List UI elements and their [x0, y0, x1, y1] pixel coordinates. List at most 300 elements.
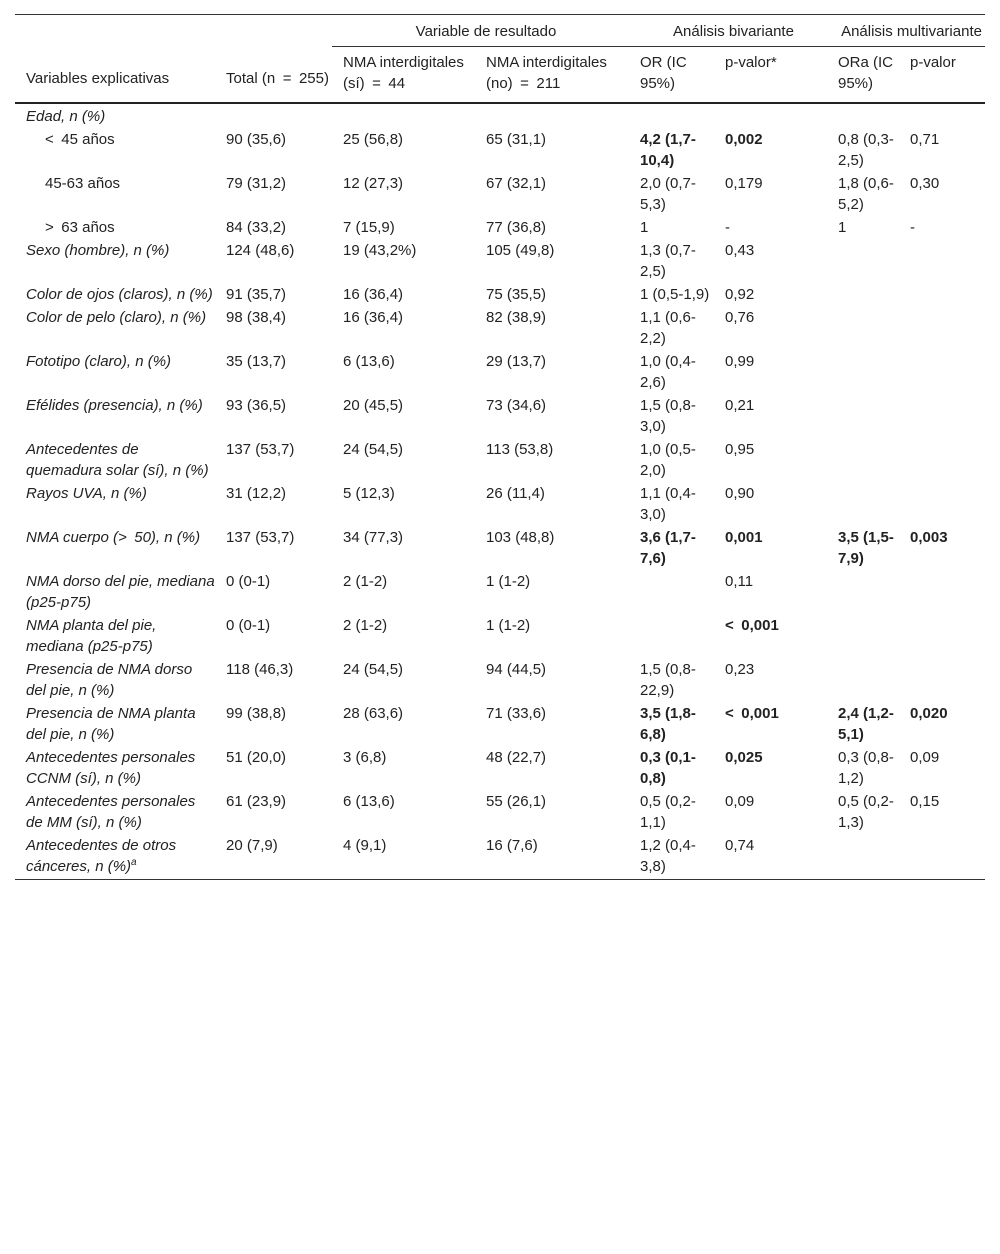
table-row — [15, 527, 985, 571]
cell-text: 1,8 (0,6-5,2) — [838, 175, 894, 213]
cell-ora-ic95 — [827, 483, 899, 527]
cell-p-valor-mult — [899, 307, 985, 351]
cell-total — [215, 129, 332, 173]
cell-text: 2,0 (0,7-5,3) — [640, 175, 696, 213]
cell-text: 48 (22,7) — [486, 749, 547, 766]
cell-text: 65 (31,1) — [486, 131, 547, 148]
header-variable-de-resultado: Variable de resultado — [332, 15, 629, 47]
table-row — [15, 703, 985, 747]
cell-text: 71 (33,6) — [486, 705, 547, 722]
cell-text: 0,09 — [910, 749, 940, 766]
cell-text: 0,025 — [725, 749, 763, 766]
cell-nma-no — [475, 103, 629, 129]
cell-p-valor-mult — [899, 351, 985, 395]
cell-variable — [15, 483, 215, 527]
table-row — [15, 307, 985, 351]
cell-text: Antecedentes personales de MM (sí), n (%) — [26, 793, 196, 831]
cell-p-valor-mult — [899, 240, 985, 284]
cell-text: 0,3 (0,8-1,2) — [838, 749, 894, 787]
cell-text: 90 (35,6) — [226, 131, 287, 148]
cell-text: 1,5 (0,8-22,9) — [640, 661, 696, 699]
cell-p-valor-mult — [899, 395, 985, 439]
cell-text: 73 (34,6) — [486, 397, 547, 414]
cell-text: Presencia de NMA dorso del pie, n (%) — [26, 661, 193, 699]
cell-text: 0,002 — [725, 131, 763, 148]
cell-variable — [15, 835, 215, 880]
cell-ora-ic95 — [827, 217, 899, 240]
cell-text: 1,1 (0,6-2,2) — [640, 309, 696, 347]
cell-total — [215, 527, 332, 571]
cell-total — [215, 747, 332, 791]
header-analisis-bivariante: Análisis bivariante — [629, 15, 827, 47]
cell-text: 6 (13,6) — [343, 793, 395, 810]
cell-p-valor-mult — [899, 217, 985, 240]
cell-ora-ic95 — [827, 835, 899, 880]
cell-p-valor-mult — [899, 103, 985, 129]
cell-ora-ic95 — [827, 351, 899, 395]
cell-p-valor — [714, 173, 827, 217]
cell-text: Color de ojos (claros), n (%) — [26, 286, 213, 303]
cell-text: > 63 años — [45, 219, 115, 236]
cell-text: 91 (35,7) — [226, 286, 287, 303]
cell-variable — [15, 747, 215, 791]
cell-text: NMA dorso del pie, mediana (p25-p75) — [26, 573, 215, 611]
cell-variable — [15, 395, 215, 439]
cell-p-valor — [714, 351, 827, 395]
cell-text: 0,020 — [910, 705, 948, 722]
cell-nma-si — [332, 284, 475, 307]
cell-p-valor-mult — [899, 747, 985, 791]
cell-variable — [15, 703, 215, 747]
cell-text: 20 (45,5) — [343, 397, 404, 414]
cell-p-valor — [714, 659, 827, 703]
cell-variable — [15, 659, 215, 703]
cell-or-ic95 — [629, 571, 714, 615]
cell-ora-ic95 — [827, 659, 899, 703]
cell-total — [215, 217, 332, 240]
cell-text: 1,2 (0,4-3,8) — [640, 837, 696, 875]
cell-text: NMA planta del pie, mediana (p25-p75) — [26, 617, 157, 655]
cell-text: 67 (32,1) — [486, 175, 547, 192]
cell-nma-si — [332, 835, 475, 880]
cell-text: 45-63 años — [45, 175, 121, 192]
cell-p-valor-mult — [899, 129, 985, 173]
cell-variable — [15, 351, 215, 395]
cell-text: Color de pelo (claro), n (%) — [26, 309, 207, 326]
cell-ora-ic95 — [827, 571, 899, 615]
cell-text: 94 (44,5) — [486, 661, 547, 678]
cell-nma-si — [332, 791, 475, 835]
cell-or-ic95 — [629, 103, 714, 129]
cell-or-ic95 — [629, 747, 714, 791]
cell-ora-ic95 — [827, 527, 899, 571]
cell-text: 113 (53,8) — [486, 441, 554, 458]
cell-nma-si — [332, 747, 475, 791]
cell-text: 137 (53,7) — [226, 441, 295, 458]
cell-or-ic95 — [629, 284, 714, 307]
cell-text: 16 (7,6) — [486, 837, 538, 854]
cell-nma-no — [475, 659, 629, 703]
cell-nma-si — [332, 307, 475, 351]
cell-text: 28 (63,6) — [343, 705, 404, 722]
cell-nma-no — [475, 615, 629, 659]
cell-nma-si — [332, 527, 475, 571]
cell-text: - — [725, 219, 730, 236]
cell-text: 26 (11,4) — [486, 485, 545, 502]
cell-total — [215, 483, 332, 527]
cell-nma-no — [475, 483, 629, 527]
table-row — [15, 439, 985, 483]
cell-ora-ic95 — [827, 615, 899, 659]
cell-or-ic95 — [629, 615, 714, 659]
table-row — [15, 240, 985, 284]
cell-ora-ic95 — [827, 284, 899, 307]
cell-p-valor — [714, 129, 827, 173]
cell-text: Efélides (presencia), n (%) — [26, 397, 203, 414]
cell-p-valor-mult — [899, 571, 985, 615]
cell-text: 118 (46,3) — [226, 661, 294, 678]
cell-text: 98 (38,4) — [226, 309, 287, 326]
cell-text: 4 (9,1) — [343, 837, 387, 854]
cell-text: 34 (77,3) — [343, 529, 404, 546]
cell-nma-si — [332, 173, 475, 217]
cell-text: 84 (33,2) — [226, 219, 287, 236]
cell-p-valor — [714, 747, 827, 791]
cell-text: Antecedentes de otros cánceres, n (%) — [26, 837, 177, 875]
cell-text: 77 (36,8) — [486, 219, 547, 236]
cell-total — [215, 351, 332, 395]
cell-p-valor-mult — [899, 284, 985, 307]
cell-total — [215, 703, 332, 747]
cell-text: 16 (36,4) — [343, 286, 404, 303]
cell-text: < 45 años — [45, 131, 115, 148]
cell-p-valor-mult — [899, 173, 985, 217]
cell-ora-ic95 — [827, 103, 899, 129]
table-row — [15, 217, 985, 240]
cell-nma-si — [332, 439, 475, 483]
cell-variable — [15, 439, 215, 483]
cell-text: 20 (7,9) — [226, 837, 278, 854]
cell-text: 79 (31,2) — [226, 175, 287, 192]
cell-nma-no — [475, 307, 629, 351]
cell-p-valor — [714, 791, 827, 835]
cell-nma-si — [332, 659, 475, 703]
cell-or-ic95 — [629, 527, 714, 571]
cell-ora-ic95 — [827, 129, 899, 173]
table-row — [15, 284, 985, 307]
cell-text: 0 (0-1) — [226, 573, 271, 590]
cell-nma-no — [475, 129, 629, 173]
cell-text: 0,71 — [910, 131, 940, 148]
cell-text: 55 (26,1) — [486, 793, 547, 810]
cell-nma-no — [475, 835, 629, 880]
cell-nma-si — [332, 103, 475, 129]
cell-text: 0,3 (0,1-0,8) — [640, 749, 696, 787]
cell-nma-si — [332, 395, 475, 439]
cell-or-ic95 — [629, 791, 714, 835]
cell-text: 24 (54,5) — [343, 441, 404, 458]
cell-variable — [15, 791, 215, 835]
table-row — [15, 483, 985, 527]
cell-ora-ic95 — [827, 240, 899, 284]
results-table-container — [15, 14, 985, 880]
cell-total — [215, 615, 332, 659]
cell-nma-si — [332, 703, 475, 747]
cell-ora-ic95 — [827, 173, 899, 217]
table-row — [15, 173, 985, 217]
cell-p-valor — [714, 615, 827, 659]
header-ora: ORa (IC 95%) — [827, 47, 899, 104]
cell-text: 1,0 (0,4-2,6) — [640, 353, 696, 391]
cell-p-valor-mult — [899, 791, 985, 835]
cell-text: 99 (38,8) — [226, 705, 287, 722]
cell-text: 12 (27,3) — [343, 175, 404, 192]
cell-text: < 0,001 — [725, 705, 779, 722]
cell-text: Edad, n (%) — [26, 108, 106, 125]
header-total: Total (n = 255) — [215, 15, 332, 104]
cell-text: 93 (36,5) — [226, 397, 287, 414]
cell-p-valor — [714, 571, 827, 615]
cell-variable — [15, 307, 215, 351]
cell-or-ic95 — [629, 351, 714, 395]
cell-nma-no — [475, 747, 629, 791]
cell-text: 0,09 — [725, 793, 755, 810]
cell-text: 0,11 — [725, 573, 754, 590]
cell-total — [215, 307, 332, 351]
cell-nma-no — [475, 571, 629, 615]
cell-p-valor-mult — [899, 483, 985, 527]
table-row — [15, 747, 985, 791]
cell-p-valor — [714, 217, 827, 240]
cell-text: 0,23 — [725, 661, 755, 678]
cell-p-valor-mult — [899, 439, 985, 483]
cell-nma-si — [332, 240, 475, 284]
cell-text: 3,6 (1,7-7,6) — [640, 529, 696, 567]
header-p-valor-bivariante: p-valor* — [714, 47, 827, 104]
cell-text: 103 (48,8) — [486, 529, 555, 546]
cell-text: 2 (1-2) — [343, 573, 388, 590]
cell-total — [215, 835, 332, 880]
cell-text: 1,5 (0,8-3,0) — [640, 397, 696, 435]
cell-text: NMA cuerpo (> 50), n (%) — [26, 529, 201, 546]
cell-text: 61 (23,9) — [226, 793, 287, 810]
table-row — [15, 571, 985, 615]
cell-text: 0,43 — [725, 242, 755, 259]
cell-nma-no — [475, 703, 629, 747]
cell-or-ic95 — [629, 307, 714, 351]
header-nma-si: NMA interdigitales (sí) = 44 — [332, 47, 475, 104]
cell-text: 6 (13,6) — [343, 353, 395, 370]
cell-text: 0 (0-1) — [226, 617, 271, 634]
cell-text: 1 (1-2) — [486, 617, 531, 634]
cell-variable — [15, 103, 215, 129]
cell-text: - — [910, 219, 915, 236]
cell-total — [215, 659, 332, 703]
cell-nma-no — [475, 351, 629, 395]
cell-p-valor-mult — [899, 527, 985, 571]
cell-nma-si — [332, 351, 475, 395]
cell-p-valor — [714, 703, 827, 747]
cell-total — [215, 395, 332, 439]
cell-nma-no — [475, 240, 629, 284]
cell-nma-no — [475, 173, 629, 217]
cell-variable — [15, 284, 215, 307]
cell-variable — [15, 217, 215, 240]
cell-ora-ic95 — [827, 747, 899, 791]
cell-text: 0,5 (0,2-1,3) — [838, 793, 894, 831]
cell-text: 16 (36,4) — [343, 309, 404, 326]
cell-or-ic95 — [629, 703, 714, 747]
cell-nma-si — [332, 615, 475, 659]
cell-text: 0,30 — [910, 175, 940, 192]
header-p-valor-multivariante: p-valor — [899, 47, 985, 104]
cell-variable — [15, 571, 215, 615]
cell-text: 0,15 — [910, 793, 940, 810]
cell-or-ic95 — [629, 835, 714, 880]
cell-p-valor-mult — [899, 835, 985, 880]
cell-text: 3,5 (1,5-7,9) — [838, 529, 894, 567]
cell-text: 3,5 (1,8-6,8) — [640, 705, 696, 743]
header-analisis-multivariante: Análisis multivariante — [827, 15, 985, 47]
cell-text: 0,90 — [725, 485, 755, 502]
table-row — [15, 395, 985, 439]
cell-text: 0,92 — [725, 286, 755, 303]
cell-text: 1,1 (0,4-3,0) — [640, 485, 696, 523]
cell-text: 29 (13,7) — [486, 353, 547, 370]
cell-total — [215, 240, 332, 284]
cell-text: 5 (12,3) — [343, 485, 395, 502]
cell-text: 0,5 (0,2-1,1) — [640, 793, 696, 831]
cell-nma-no — [475, 527, 629, 571]
header-nma-no: NMA interdigitales (no) = 211 — [475, 47, 629, 104]
cell-text: 2 (1-2) — [343, 617, 388, 634]
results-table — [15, 14, 985, 880]
cell-or-ic95 — [629, 240, 714, 284]
cell-or-ic95 — [629, 395, 714, 439]
cell-text: Antecedentes personales CCNM (sí), n (%) — [26, 749, 196, 787]
cell-ora-ic95 — [827, 791, 899, 835]
cell-or-ic95 — [629, 439, 714, 483]
cell-nma-si — [332, 217, 475, 240]
cell-text: 25 (56,8) — [343, 131, 404, 148]
cell-p-valor — [714, 284, 827, 307]
table-row — [15, 659, 985, 703]
results-table-body — [15, 103, 985, 880]
cell-ora-ic95 — [827, 307, 899, 351]
table-row — [15, 835, 985, 880]
cell-variable — [15, 240, 215, 284]
cell-or-ic95 — [629, 129, 714, 173]
cell-p-valor — [714, 835, 827, 880]
cell-p-valor — [714, 240, 827, 284]
cell-p-valor — [714, 439, 827, 483]
cell-text: 105 (49,8) — [486, 242, 555, 259]
cell-text: 75 (35,5) — [486, 286, 547, 303]
cell-text: 19 (43,2%) — [343, 242, 417, 259]
cell-p-valor — [714, 307, 827, 351]
cell-total — [215, 173, 332, 217]
cell-nma-si — [332, 571, 475, 615]
cell-p-valor — [714, 103, 827, 129]
cell-p-valor — [714, 483, 827, 527]
cell-text: Rayos UVA, n (%) — [26, 485, 147, 502]
cell-total — [215, 571, 332, 615]
cell-text: 0,99 — [725, 353, 755, 370]
cell-text: 51 (20,0) — [226, 749, 287, 766]
table-row — [15, 615, 985, 659]
table-row — [15, 351, 985, 395]
cell-text: 2,4 (1,2-5,1) — [838, 705, 894, 743]
cell-nma-no — [475, 439, 629, 483]
cell-text: < 0,001 — [725, 617, 779, 634]
cell-total — [215, 791, 332, 835]
cell-text: Antecedentes de quemadura solar (sí), n (%) — [26, 441, 209, 479]
cell-p-valor — [714, 395, 827, 439]
cell-variable — [15, 173, 215, 217]
cell-ora-ic95 — [827, 395, 899, 439]
cell-text: 1 — [640, 219, 649, 236]
cell-nma-si — [332, 129, 475, 173]
cell-p-valor-mult — [899, 659, 985, 703]
header-variables-explicativas: Variables explicativas — [15, 15, 215, 104]
cell-variable — [15, 129, 215, 173]
cell-total — [215, 103, 332, 129]
cell-text: Fototipo (claro), n (%) — [26, 353, 172, 370]
cell-text: 35 (13,7) — [226, 353, 287, 370]
cell-text: 31 (12,2) — [226, 485, 287, 502]
cell-text: 0,179 — [725, 175, 763, 192]
cell-text: 0,003 — [910, 529, 948, 546]
cell-text: Sexo (hombre), n (%) — [26, 242, 170, 259]
cell-text: Presencia de NMA planta del pie, n (%) — [26, 705, 196, 743]
cell-p-valor — [714, 527, 827, 571]
cell-text: 1 (0,5-1,9) — [640, 286, 710, 303]
cell-text: 82 (38,9) — [486, 309, 547, 326]
cell-variable — [15, 527, 215, 571]
cell-text: 0,21 — [725, 397, 755, 414]
cell-text: 137 (53,7) — [226, 529, 295, 546]
cell-or-ic95 — [629, 659, 714, 703]
cell-text: 3 (6,8) — [343, 749, 387, 766]
cell-nma-si — [332, 483, 475, 527]
cell-ora-ic95 — [827, 439, 899, 483]
cell-text: 1 — [838, 219, 847, 236]
cell-text: 0,76 — [725, 309, 755, 326]
cell-p-valor-mult — [899, 703, 985, 747]
cell-total — [215, 439, 332, 483]
cell-variable — [15, 615, 215, 659]
cell-text: 1,3 (0,7-2,5) — [640, 242, 696, 280]
table-row — [15, 129, 985, 173]
cell-text: 7 (15,9) — [343, 219, 395, 236]
cell-text: 4,2 (1,7-10,4) — [640, 131, 696, 169]
cell-nma-no — [475, 217, 629, 240]
table-row — [15, 103, 985, 129]
cell-nma-no — [475, 284, 629, 307]
table-row — [15, 791, 985, 835]
cell-nma-no — [475, 791, 629, 835]
footnote-marker: a — [131, 857, 137, 868]
cell-total — [215, 284, 332, 307]
cell-text: 0,74 — [725, 837, 755, 854]
cell-or-ic95 — [629, 217, 714, 240]
cell-text: 0,8 (0,3-2,5) — [838, 131, 894, 169]
cell-text: 1 (1-2) — [486, 573, 531, 590]
cell-p-valor-mult — [899, 615, 985, 659]
cell-text: 0,001 — [725, 529, 763, 546]
cell-text: 124 (48,6) — [226, 242, 295, 259]
cell-or-ic95 — [629, 483, 714, 527]
